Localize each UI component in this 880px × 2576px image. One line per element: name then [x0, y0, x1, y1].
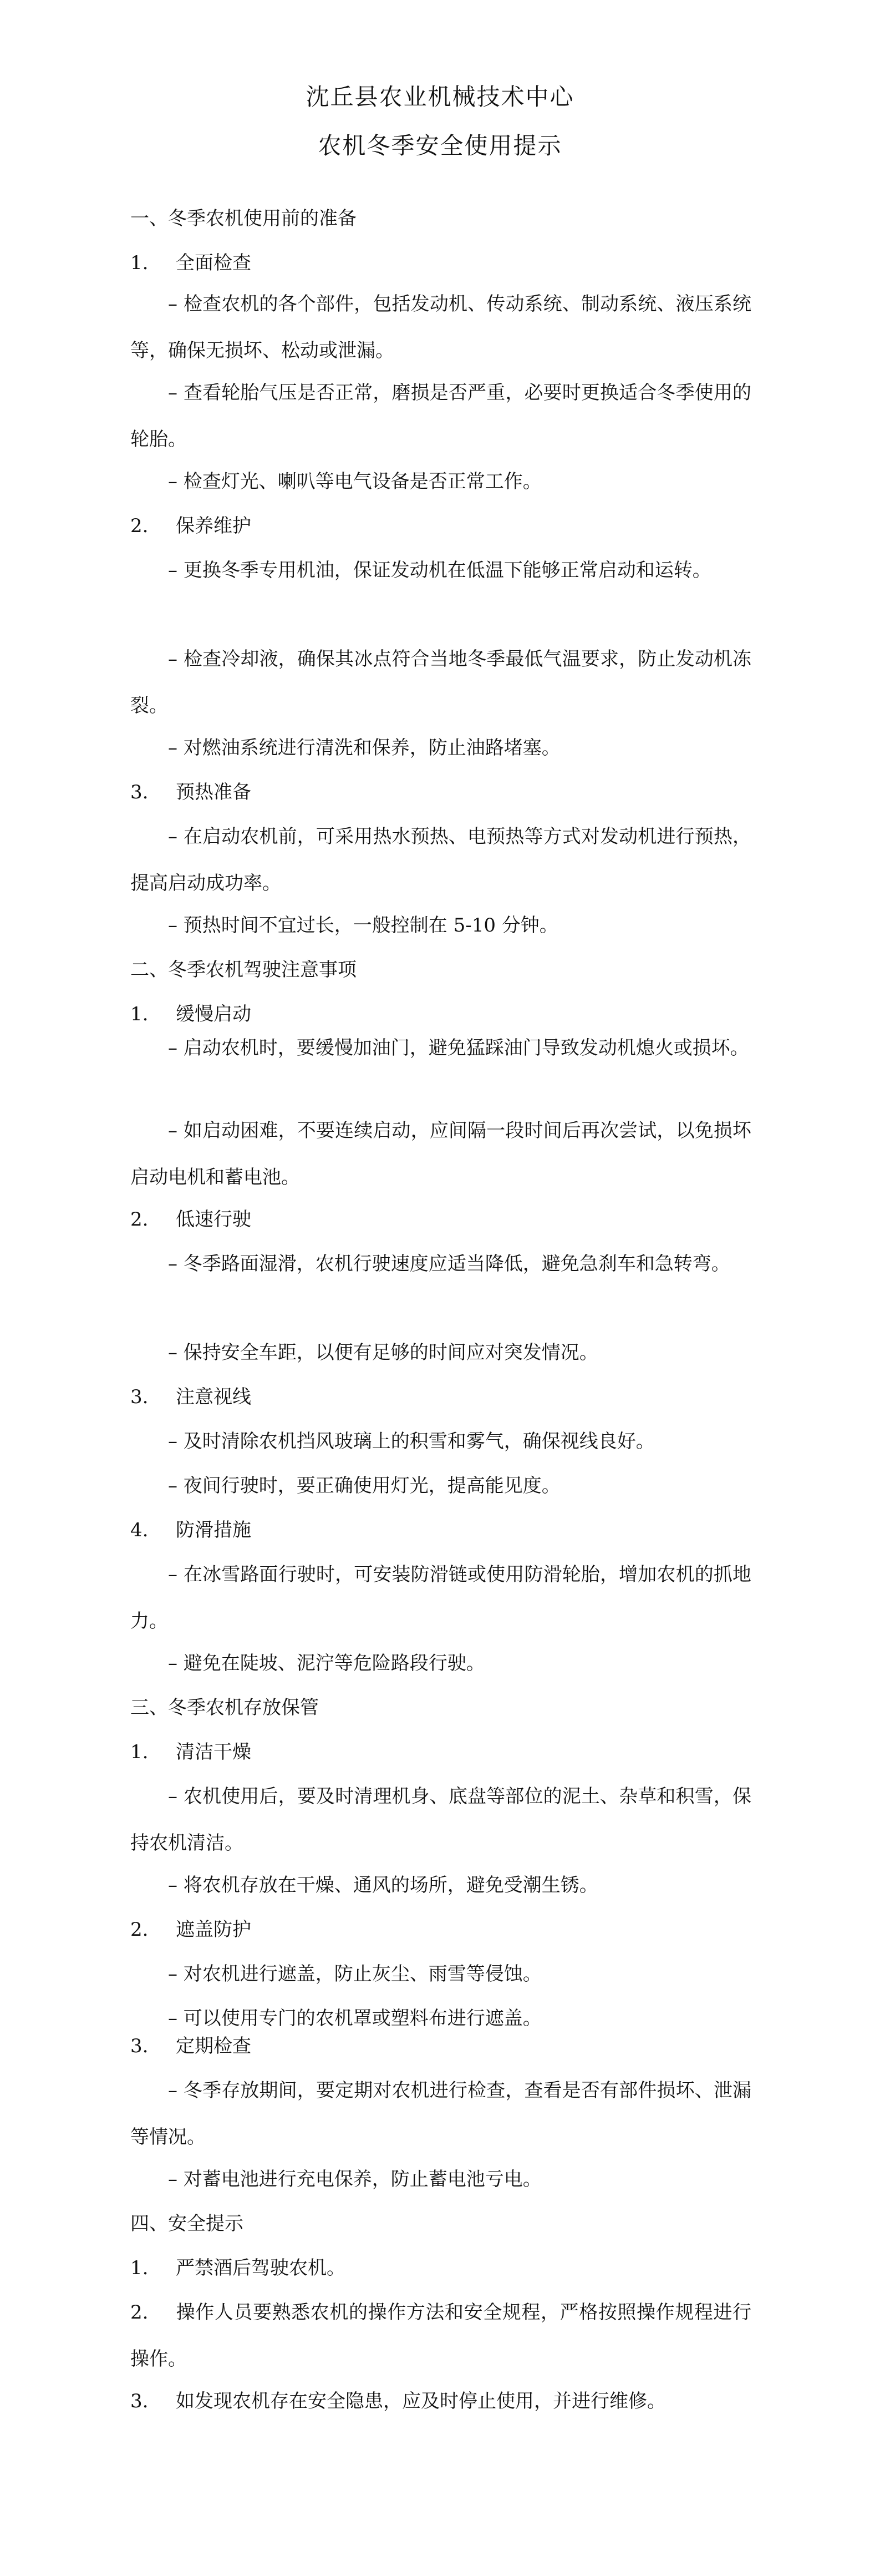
numbered-item — [130, 1196, 751, 1243]
item-number: 1. — [130, 252, 149, 274]
item-label: 遮盖防护 — [176, 1919, 251, 1941]
numbered-item — [130, 2023, 751, 2069]
item-label: 低速行驶 — [176, 1208, 251, 1231]
item-label: 定期检查 — [176, 2035, 251, 2057]
item-number: 2. — [130, 1919, 149, 1941]
item-label: 注意视线 — [176, 1386, 251, 1408]
bullet-text: – 避免在陡坡、泥泞等危险路段行驶。 — [168, 1652, 485, 1674]
section-heading: 三、冬季农机存放保管 — [130, 1697, 319, 1719]
bullet-text: – 农机使用后，要及时清理机身、底盘等部位的泥土、杂草和积雪，保持农机清洁。 — [130, 1785, 751, 1854]
numbered-item — [130, 2289, 751, 2382]
numbered-item — [130, 991, 751, 1038]
item-label: 如发现农机存在安全隐患，应及时停止使用，并进行维修。 — [176, 2390, 666, 2412]
bullet-text: – 冬季路面湿滑，农机行驶速度应适当降低，避免急刹车和急转弯。 — [168, 1253, 730, 1275]
item-label: 保养维护 — [176, 515, 251, 537]
bullet-text: – 夜间行驶时，要正确使用灯光，提高能见度。 — [168, 1475, 561, 1497]
item-label: 严禁酒后驾驶农机。 — [176, 2257, 345, 2279]
bullet-text: – 在冰雪路面行驶时，可安装防滑链或使用防滑轮胎，增加农机的抓地力。 — [130, 1563, 751, 1632]
bullet-text: – 检查灯光、喇叭等电气设备是否正常工作。 — [168, 470, 542, 493]
item-number: 2. — [130, 2301, 149, 2324]
section-heading: 一、冬季农机使用前的准备 — [130, 208, 357, 230]
bullet-text: – 可以使用专门的农机罩或塑料布进行遮盖。 — [168, 2007, 542, 2030]
item-number: 3. — [130, 1386, 149, 1408]
item-number: 1. — [130, 1003, 149, 1025]
bullet-text: – 对蓄电池进行充电保养，防止蓄电池亏电。 — [168, 2168, 542, 2190]
item-number: 3. — [130, 2035, 149, 2057]
numbered-item — [130, 240, 751, 286]
page-title: 农机冬季安全使用提示 — [318, 132, 562, 159]
item-label: 防滑措施 — [176, 1519, 251, 1541]
bullet-text: – 更换冬季专用机油，保证发动机在低温下能够正常启动和运转。 — [168, 559, 711, 581]
bullet-text: – 检查冷却液，确保其冰点符合当地冬季最低气温要求，防止发动机冻裂。 — [130, 648, 751, 717]
bullet-text: – 启动农机时，要缓慢加油门，避免猛踩油门导致发动机熄火或损坏。 — [168, 1037, 749, 1059]
numbered-item — [130, 503, 751, 549]
bullet-text: – 冬季存放期间，要定期对农机进行检查，查看是否有部件损坏、泄漏等情况。 — [130, 2079, 751, 2148]
bullet-text: – 对农机进行遮盖，防止灰尘、雨雪等侵蚀。 — [168, 1963, 542, 1985]
item-number: 4. — [130, 1519, 149, 1541]
item-label: 清洁干燥 — [176, 1741, 251, 1763]
item-number: 2. — [130, 515, 149, 537]
item-number: 1. — [130, 1741, 149, 1763]
numbered-item — [130, 2378, 751, 2425]
numbered-item — [130, 769, 751, 816]
item-number: 3. — [130, 781, 149, 803]
org-title: 沈丘县农业机械技术中心 — [306, 83, 574, 110]
bullet-text: – 预热时间不宜过长，一般控制在 5-10 分钟。 — [168, 914, 558, 937]
bullet-text: – 在启动农机前，可采用热水预热、电预热等方式对发动机进行预热，提高启动成功率。 — [130, 826, 751, 894]
item-label: 操作人员要熟悉农机的操作方法和安全规程，严格按照操作规程进行操作。 — [130, 2301, 751, 2370]
numbered-item — [130, 1729, 751, 1775]
bullet-text: – 查看轮胎气压是否正常，磨损是否严重，必要时更换适合冬季使用的轮胎。 — [130, 382, 751, 451]
item-label: 缓慢启动 — [176, 1003, 251, 1025]
numbered-item — [130, 1374, 751, 1420]
bullet-text: – 对燃油系统进行清洗和保养，防止油路堵塞。 — [168, 737, 561, 759]
bullet-text: – 及时清除农机挡风玻璃上的积雪和雾气，确保视线良好。 — [168, 1430, 655, 1453]
numbered-item — [130, 1507, 751, 1553]
numbered-item — [130, 2245, 751, 2291]
bullet-text: – 将农机存放在干燥、通风的场所，避免受潮生锈。 — [168, 1874, 598, 1896]
section-heading: 二、冬季农机驾驶注意事项 — [130, 959, 357, 981]
item-number: 2. — [130, 1208, 149, 1231]
section-heading: 四、安全提示 — [130, 2213, 243, 2235]
item-label: 全面检查 — [176, 252, 251, 274]
item-label: 预热准备 — [176, 781, 251, 803]
item-number: 1. — [130, 2257, 149, 2279]
bullet-text: – 如启动困难，不要连续启动，应间隔一段时间后再次尝试，以免损坏启动电机和蓄电池。 — [130, 1120, 751, 1188]
bullet-text: – 检查农机的各个部件，包括发动机、传动系统、制动系统、液压系统等，确保无损坏、松动或泄漏。 — [130, 293, 751, 362]
bullet-text: – 保持安全车距，以便有足够的时间应对突发情况。 — [168, 1342, 598, 1364]
item-number: 3. — [130, 2390, 149, 2412]
numbered-item — [130, 1906, 751, 1953]
